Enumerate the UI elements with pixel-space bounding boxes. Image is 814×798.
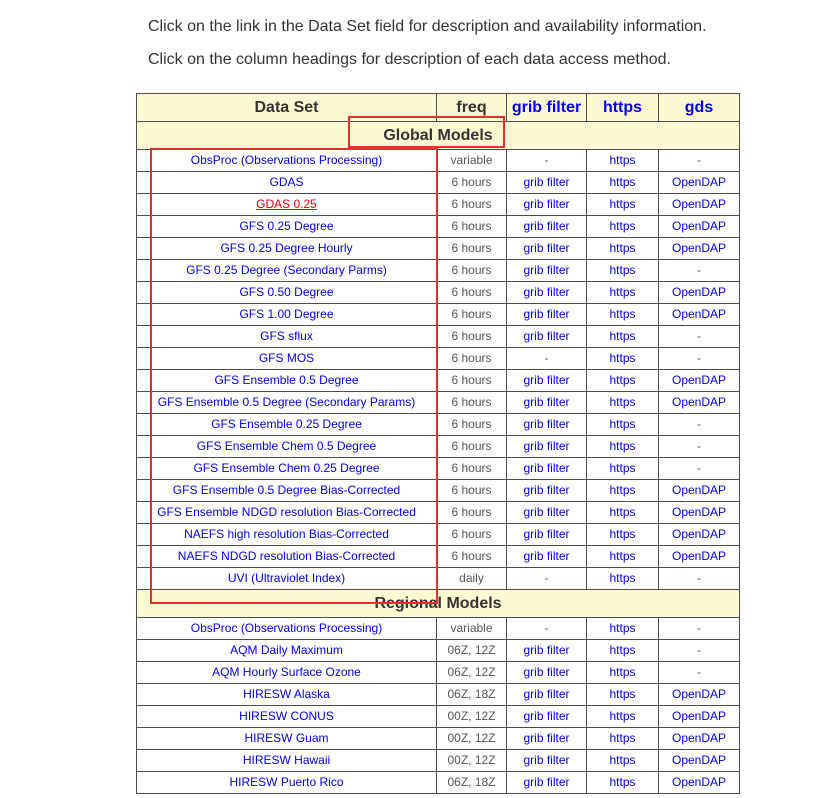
table-row — [137, 260, 740, 282]
grib-filter-link[interactable]: grib filter — [523, 643, 570, 657]
table-row — [137, 502, 740, 524]
freq-cell: 6 hours — [437, 392, 507, 414]
data-set-link[interactable]: AQM Daily Maximum — [230, 643, 343, 657]
gds-link[interactable]: OpenDAP — [671, 219, 727, 233]
data-set-link[interactable]: AQM Hourly Surface Ozone — [212, 665, 361, 679]
gds-unavailable: - — [659, 348, 740, 370]
grib-filter-cell — [507, 458, 587, 480]
freq-cell: 6 hours — [437, 480, 507, 502]
data-set-cell — [137, 216, 437, 238]
https-cell — [587, 458, 659, 480]
data-set-link[interactable]: HIRESW Alaska — [243, 687, 330, 701]
grib-filter-cell — [507, 728, 587, 750]
data-set-link[interactable]: HIRESW Puerto Rico — [229, 775, 344, 789]
grib-filter-cell — [507, 772, 587, 794]
freq-cell: variable — [437, 150, 507, 172]
https-cell — [587, 216, 659, 238]
data-set-cell — [137, 728, 437, 750]
table-row — [137, 662, 740, 684]
data-set-cell — [137, 524, 437, 546]
data-set-cell — [137, 640, 437, 662]
freq-cell: 00Z, 12Z — [437, 706, 507, 728]
table-body — [137, 122, 740, 794]
grib-filter-link[interactable]: grib filter — [523, 417, 570, 431]
grib-filter-cell — [507, 436, 587, 458]
grib-filter-cell — [507, 326, 587, 348]
gds-link[interactable]: OpenDAP — [671, 775, 727, 789]
data-set-cell — [137, 282, 437, 304]
section-row — [137, 590, 740, 618]
grib-filter-unavailable: - — [507, 568, 587, 590]
freq-cell: 6 hours — [437, 172, 507, 194]
table-row — [137, 414, 740, 436]
grib-filter-link[interactable]: grib filter — [523, 395, 570, 409]
grib-filter-cell — [507, 238, 587, 260]
https-cell — [587, 728, 659, 750]
data-set-cell — [137, 194, 437, 216]
https-cell — [587, 282, 659, 304]
https-cell — [587, 150, 659, 172]
table-row — [137, 568, 740, 590]
gds-unavailable: - — [659, 436, 740, 458]
gds-cell — [659, 750, 740, 772]
freq-cell: variable — [437, 618, 507, 640]
table-row — [137, 728, 740, 750]
data-set-link[interactable]: GDAS 0.25 — [256, 197, 317, 211]
gds-link[interactable]: OpenDAP — [671, 753, 727, 767]
https-link[interactable]: https — [609, 643, 636, 657]
grib-filter-cell — [507, 750, 587, 772]
data-set-link[interactable]: GFS Ensemble 0.25 Degree — [211, 417, 362, 431]
data-set-link[interactable]: GFS 0.25 Degree Hourly — [220, 241, 353, 255]
https-cell — [587, 480, 659, 502]
column-header-data-set: Data Set — [137, 94, 437, 122]
grib-filter-link[interactable]: grib filter — [523, 219, 570, 233]
grib-filter-link[interactable]: grib filter — [523, 665, 570, 679]
grib-filter-link[interactable]: grib filter — [523, 307, 570, 321]
gds-link[interactable]: OpenDAP — [671, 709, 727, 723]
data-set-link[interactable]: ObsProc (Observations Processing) — [190, 153, 383, 167]
data-set-cell — [137, 706, 437, 728]
https-link[interactable]: https — [609, 307, 636, 321]
data-set-cell — [137, 304, 437, 326]
data-set-link[interactable]: GFS Ensemble 0.5 Degree (Secondary Params) — [157, 395, 416, 409]
https-cell — [587, 502, 659, 524]
https-cell — [587, 172, 659, 194]
gds-link[interactable]: OpenDAP — [671, 395, 727, 409]
https-cell — [587, 524, 659, 546]
https-link[interactable]: https — [609, 731, 636, 745]
data-set-cell — [137, 750, 437, 772]
https-link[interactable]: https — [609, 351, 636, 365]
gds-cell — [659, 194, 740, 216]
grib-filter-cell — [507, 480, 587, 502]
https-cell — [587, 772, 659, 794]
https-link[interactable]: https — [609, 417, 636, 431]
gds-cell — [659, 216, 740, 238]
data-set-cell — [137, 568, 437, 590]
https-link[interactable]: https — [609, 329, 636, 343]
grib-filter-cell — [507, 282, 587, 304]
https-cell — [587, 684, 659, 706]
https-cell — [587, 392, 659, 414]
data-set-cell — [137, 546, 437, 568]
grib-filter-link[interactable]: grib filter — [523, 505, 570, 519]
https-cell — [587, 436, 659, 458]
https-link[interactable]: https — [609, 373, 636, 387]
grib-filter-cell — [507, 662, 587, 684]
data-set-link[interactable]: HIRESW Hawaii — [242, 753, 331, 767]
freq-cell: 6 hours — [437, 282, 507, 304]
table-row — [137, 684, 740, 706]
https-cell — [587, 640, 659, 662]
freq-cell: 6 hours — [437, 546, 507, 568]
freq-cell: 06Z, 12Z — [437, 640, 507, 662]
https-link[interactable]: https — [609, 197, 636, 211]
data-set-cell — [137, 348, 437, 370]
table-row — [137, 618, 740, 640]
gds-cell — [659, 524, 740, 546]
table-row — [137, 772, 740, 794]
grib-filter-cell — [507, 684, 587, 706]
https-link[interactable]: https — [609, 285, 636, 299]
data-set-link[interactable]: HIRESW CONUS — [239, 709, 334, 723]
https-link[interactable]: https — [609, 775, 636, 789]
grib-filter-cell — [507, 216, 587, 238]
table-row — [137, 458, 740, 480]
table-row — [137, 150, 740, 172]
freq-cell: 6 hours — [437, 304, 507, 326]
section-row — [137, 122, 740, 150]
grib-filter-link[interactable]: grib filter — [523, 527, 570, 541]
https-link[interactable]: https — [609, 753, 636, 767]
https-cell — [587, 546, 659, 568]
grib-filter-link[interactable]: grib filter — [523, 439, 570, 453]
gds-cell — [659, 772, 740, 794]
table-row — [137, 546, 740, 568]
gds-unavailable: - — [659, 618, 740, 640]
table-row — [137, 326, 740, 348]
gds-link[interactable]: OpenDAP — [671, 549, 727, 563]
section-title: Global Models — [137, 122, 740, 150]
table-row — [137, 238, 740, 260]
freq-cell: daily — [437, 568, 507, 590]
data-set-cell — [137, 238, 437, 260]
data-set-link[interactable]: NAEFS high resolution Bias-Corrected — [184, 527, 389, 541]
section-title: Regional Models — [137, 590, 740, 618]
table-row — [137, 194, 740, 216]
data-set-link[interactable]: GFS Ensemble Chem 0.25 Degree — [193, 461, 380, 475]
table-row — [137, 348, 740, 370]
https-cell — [587, 662, 659, 684]
freq-cell: 06Z, 18Z — [437, 684, 507, 706]
grib-filter-link[interactable]: grib filter — [523, 263, 570, 277]
gds-link[interactable]: OpenDAP — [671, 731, 727, 745]
gds-unavailable: - — [659, 150, 740, 172]
https-link[interactable]: https — [609, 175, 636, 189]
freq-cell: 6 hours — [437, 436, 507, 458]
table-row — [137, 640, 740, 662]
https-cell — [587, 618, 659, 640]
https-link[interactable]: https — [609, 709, 636, 723]
data-set-cell — [137, 172, 437, 194]
column-header-gds[interactable]: gds — [659, 94, 740, 122]
data-set-link[interactable]: GFS 1.00 Degree — [239, 307, 334, 321]
grib-filter-link[interactable]: grib filter — [523, 373, 570, 387]
grib-filter-link[interactable]: grib filter — [523, 461, 570, 475]
https-link[interactable]: https — [609, 395, 636, 409]
freq-cell: 06Z, 18Z — [437, 772, 507, 794]
gds-link[interactable]: OpenDAP — [671, 241, 727, 255]
gds-unavailable: - — [659, 326, 740, 348]
grib-filter-link[interactable]: grib filter — [523, 285, 570, 299]
https-cell — [587, 568, 659, 590]
https-cell — [587, 326, 659, 348]
freq-cell: 6 hours — [437, 238, 507, 260]
gds-unavailable: - — [659, 640, 740, 662]
grib-filter-unavailable: - — [507, 150, 587, 172]
https-cell — [587, 706, 659, 728]
table-row — [137, 392, 740, 414]
grib-filter-cell — [507, 370, 587, 392]
https-link[interactable]: https — [609, 505, 636, 519]
data-set-link[interactable]: ObsProc (Observations Processing) — [190, 621, 383, 635]
grib-filter-link[interactable]: grib filter — [523, 731, 570, 745]
data-set-cell — [137, 436, 437, 458]
grib-filter-cell — [507, 194, 587, 216]
gds-link[interactable]: OpenDAP — [671, 687, 727, 701]
gds-unavailable: - — [659, 260, 740, 282]
data-set-link[interactable]: GFS 0.50 Degree — [239, 285, 334, 299]
freq-cell: 6 hours — [437, 524, 507, 546]
https-link[interactable]: https — [609, 219, 636, 233]
grib-filter-link[interactable]: grib filter — [523, 549, 570, 563]
https-link[interactable]: https — [609, 483, 636, 497]
column-header-freq: freq — [437, 94, 507, 122]
freq-cell: 6 hours — [437, 370, 507, 392]
grib-filter-cell — [507, 546, 587, 568]
grib-filter-cell — [507, 524, 587, 546]
table-row — [137, 706, 740, 728]
table-row — [137, 480, 740, 502]
gds-link[interactable]: OpenDAP — [671, 373, 727, 387]
freq-cell: 6 hours — [437, 326, 507, 348]
grib-filter-link[interactable]: grib filter — [523, 775, 570, 789]
grib-filter-cell — [507, 304, 587, 326]
gds-link[interactable]: OpenDAP — [671, 505, 727, 519]
data-set-cell — [137, 260, 437, 282]
data-set-cell — [137, 150, 437, 172]
freq-cell: 00Z, 12Z — [437, 728, 507, 750]
data-set-link[interactable]: GFS 0.25 Degree — [239, 219, 334, 233]
freq-cell: 00Z, 12Z — [437, 750, 507, 772]
freq-cell: 6 hours — [437, 348, 507, 370]
https-link[interactable]: https — [609, 527, 636, 541]
data-set-link[interactable]: HIRESW Guam — [244, 731, 329, 745]
grib-filter-cell — [507, 414, 587, 436]
grib-filter-cell — [507, 706, 587, 728]
table-row — [137, 436, 740, 458]
intro-text-data-set: Click on the link in the Data Set field for description and availability information. — [148, 18, 707, 35]
gds-link[interactable]: OpenDAP — [671, 307, 727, 321]
gds-cell — [659, 728, 740, 750]
data-set-cell — [137, 458, 437, 480]
grib-filter-unavailable: - — [507, 348, 587, 370]
grib-filter-link[interactable]: grib filter — [523, 753, 570, 767]
grib-filter-cell — [507, 260, 587, 282]
table-row — [137, 282, 740, 304]
gds-link[interactable]: OpenDAP — [671, 285, 727, 299]
data-set-cell — [137, 502, 437, 524]
freq-cell: 6 hours — [437, 458, 507, 480]
gds-link[interactable]: OpenDAP — [671, 483, 727, 497]
gds-link[interactable]: OpenDAP — [671, 197, 727, 211]
https-cell — [587, 194, 659, 216]
grib-filter-link[interactable]: grib filter — [523, 241, 570, 255]
table-row — [137, 370, 740, 392]
data-set-cell — [137, 684, 437, 706]
freq-cell: 06Z, 12Z — [437, 662, 507, 684]
data-set-link[interactable]: NAEFS NDGD resolution Bias-Corrected — [177, 549, 396, 563]
grib-filter-unavailable: - — [507, 618, 587, 640]
gds-unavailable: - — [659, 458, 740, 480]
freq-cell: 6 hours — [437, 502, 507, 524]
data-set-table — [136, 93, 740, 794]
gds-cell — [659, 304, 740, 326]
data-set-link[interactable]: GFS Ensemble 0.5 Degree — [214, 373, 359, 387]
https-link[interactable]: https — [609, 153, 636, 167]
gds-cell — [659, 392, 740, 414]
gds-cell — [659, 546, 740, 568]
https-link[interactable]: https — [609, 687, 636, 701]
https-link[interactable]: https — [609, 621, 636, 635]
grib-filter-link[interactable]: grib filter — [523, 175, 570, 189]
table-row — [137, 524, 740, 546]
gds-cell — [659, 706, 740, 728]
data-set-cell — [137, 414, 437, 436]
table-row — [137, 216, 740, 238]
table-row — [137, 304, 740, 326]
https-link[interactable]: https — [609, 263, 636, 277]
grib-filter-link[interactable]: grib filter — [523, 197, 570, 211]
intro-text-column-headings: Click on the column headings for description of each data access method. — [148, 51, 671, 68]
freq-cell: 6 hours — [437, 414, 507, 436]
data-set-link[interactable]: GDAS — [269, 175, 304, 189]
gds-link[interactable]: OpenDAP — [671, 527, 727, 541]
gds-unavailable: - — [659, 568, 740, 590]
gds-cell — [659, 238, 740, 260]
freq-cell: 6 hours — [437, 194, 507, 216]
https-link[interactable]: https — [609, 571, 636, 585]
https-cell — [587, 370, 659, 392]
table-header-row — [137, 94, 740, 122]
https-link[interactable]: https — [609, 665, 636, 679]
column-header-https[interactable]: https — [587, 94, 659, 122]
data-set-cell — [137, 370, 437, 392]
https-link[interactable]: https — [609, 439, 636, 453]
https-cell — [587, 414, 659, 436]
data-set-cell — [137, 326, 437, 348]
grib-filter-cell — [507, 392, 587, 414]
data-set-cell — [137, 480, 437, 502]
grib-filter-cell — [507, 502, 587, 524]
data-set-link[interactable]: GFS Ensemble 0.5 Degree Bias-Corrected — [172, 483, 401, 497]
grib-filter-link[interactable]: grib filter — [523, 483, 570, 497]
data-set-link[interactable]: GFS 0.25 Degree (Secondary Parms) — [186, 263, 387, 277]
data-set-cell — [137, 772, 437, 794]
gds-cell — [659, 480, 740, 502]
https-cell — [587, 238, 659, 260]
data-set-cell — [137, 662, 437, 684]
freq-cell: 6 hours — [437, 260, 507, 282]
https-cell — [587, 304, 659, 326]
grib-filter-link[interactable]: grib filter — [523, 329, 570, 343]
freq-cell: 6 hours — [437, 216, 507, 238]
https-cell — [587, 750, 659, 772]
gds-cell — [659, 370, 740, 392]
data-set-cell — [137, 618, 437, 640]
table-row — [137, 750, 740, 772]
grib-filter-cell — [507, 640, 587, 662]
grib-filter-link[interactable]: grib filter — [523, 709, 570, 723]
table-row — [137, 172, 740, 194]
gds-cell — [659, 172, 740, 194]
https-link[interactable]: https — [609, 241, 636, 255]
gds-unavailable: - — [659, 662, 740, 684]
gds-cell — [659, 684, 740, 706]
data-set-link[interactable]: GFS Ensemble NDGD resolution Bias-Corrected — [157, 505, 416, 519]
data-set-link[interactable]: GFS MOS — [258, 351, 315, 365]
gds-cell — [659, 502, 740, 524]
https-link[interactable]: https — [609, 461, 636, 475]
data-set-link[interactable]: GFS Ensemble Chem 0.5 Degree — [196, 439, 377, 453]
data-set-cell — [137, 392, 437, 414]
https-cell — [587, 348, 659, 370]
gds-link[interactable]: OpenDAP — [671, 175, 727, 189]
data-set-link[interactable]: UVI (Ultraviolet Index) — [227, 571, 346, 585]
grib-filter-cell — [507, 172, 587, 194]
gds-unavailable: - — [659, 414, 740, 436]
column-header-grib-filter[interactable]: grib filter — [507, 94, 587, 122]
gds-cell — [659, 282, 740, 304]
grib-filter-link[interactable]: grib filter — [523, 687, 570, 701]
https-cell — [587, 260, 659, 282]
data-set-link[interactable]: GFS sflux — [260, 329, 313, 343]
https-link[interactable]: https — [609, 549, 636, 563]
